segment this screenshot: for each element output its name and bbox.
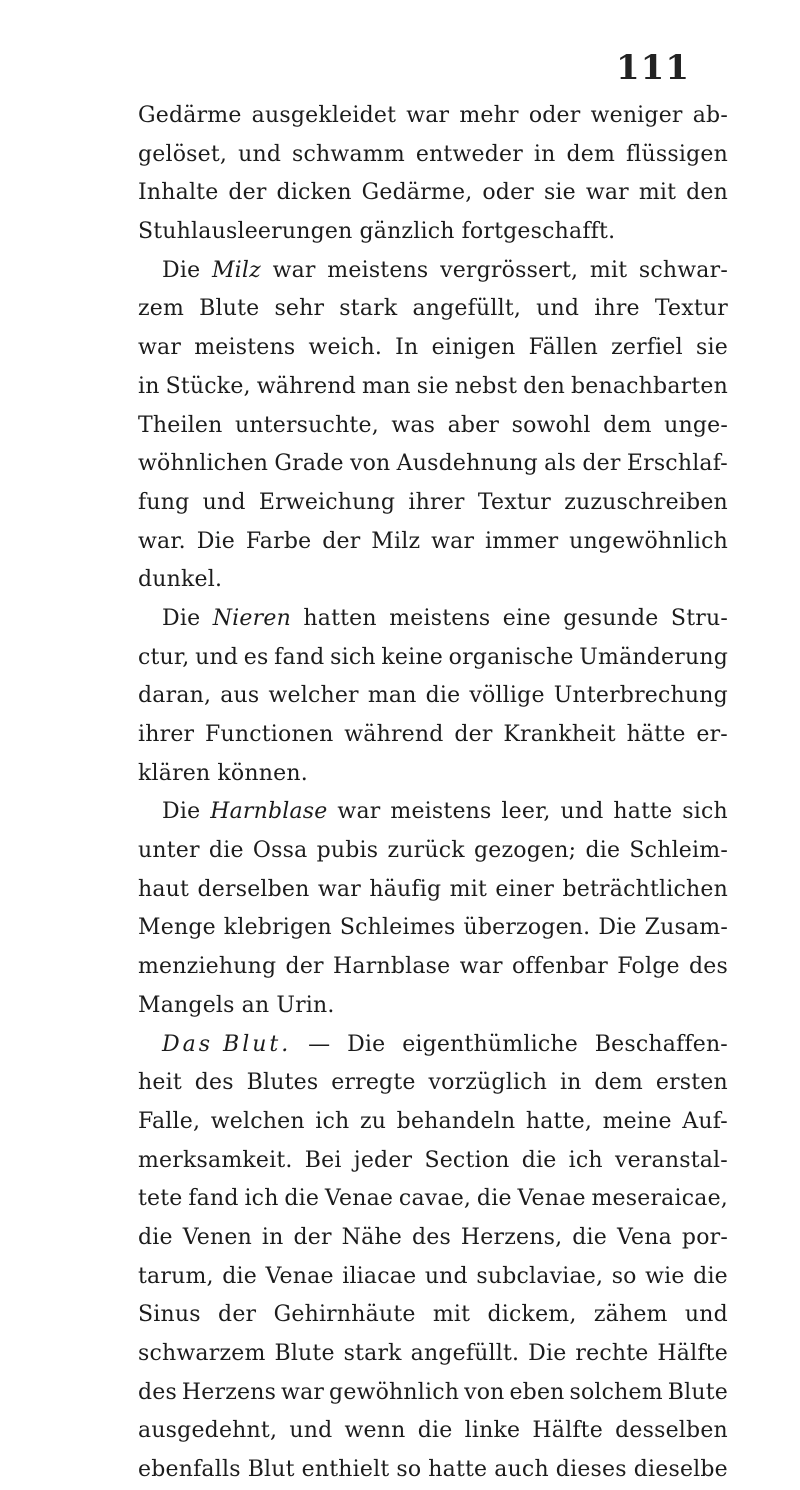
text-line (138, 639, 728, 678)
word: die (693, 1263, 728, 1289)
word: und (202, 489, 246, 515)
word: zähem (593, 1302, 668, 1328)
word: unter (138, 838, 200, 864)
word: dickem, (487, 1302, 577, 1328)
word: Stuhlausleerungen (138, 219, 353, 245)
text-line (138, 755, 728, 794)
word: Falle, (138, 1108, 201, 1134)
word: Die (598, 915, 637, 941)
word: iliacae (342, 1263, 417, 1289)
word: die (425, 683, 461, 709)
text-line (138, 600, 728, 639)
word: und (536, 296, 580, 322)
word: klären (138, 760, 211, 786)
word: des (138, 1379, 177, 1405)
word: erregte (331, 1070, 416, 1096)
word: tarum, (138, 1263, 214, 1289)
word: daran, (138, 683, 212, 709)
word: sich (682, 799, 728, 825)
word: dem (594, 1070, 643, 1096)
word: Blut (247, 1457, 295, 1483)
word: Die (162, 257, 201, 283)
word: wenn (344, 1418, 406, 1444)
word: hatte (428, 1457, 488, 1483)
text-line (138, 213, 728, 252)
word: Venae (517, 1186, 586, 1212)
word: merksamkeit. (138, 1147, 293, 1173)
word: Umänderung (579, 644, 728, 670)
word: solchem (569, 1379, 663, 1405)
word: fung (138, 489, 190, 515)
page-number: 111 (616, 48, 690, 88)
text-line (138, 252, 728, 291)
word: Functionen (205, 722, 334, 747)
text-line (138, 1064, 728, 1103)
word: gezogen; (474, 838, 577, 864)
word: sowohl (511, 412, 591, 438)
word: meine (602, 1108, 672, 1134)
word: Gedärme (138, 103, 242, 128)
word: cavae, (398, 1186, 472, 1212)
word: wöhnlichen (138, 451, 269, 477)
word: Blutes (246, 1070, 319, 1096)
word: ungewöhnlich (569, 528, 728, 554)
word: mit (638, 180, 677, 206)
word: schwar- (638, 257, 728, 283)
word: sie (696, 335, 728, 361)
word: heit (138, 1070, 182, 1096)
word: keine (381, 644, 443, 670)
text-line (138, 1374, 728, 1413)
word: beträchtlichen (562, 876, 728, 902)
word: mit (449, 876, 487, 902)
text-line (138, 329, 728, 368)
word: Die (528, 1341, 567, 1366)
word: Stru- (670, 605, 728, 631)
word: war (317, 876, 361, 902)
word: gelöset, (138, 141, 228, 167)
word: schwarzem (138, 1341, 266, 1366)
word: aus (220, 683, 260, 709)
word: der (218, 1302, 257, 1328)
word: meistens (389, 605, 491, 631)
word: offenbar (511, 954, 608, 980)
word: Blute (667, 1379, 728, 1405)
word: der (322, 528, 361, 554)
word: an (241, 992, 270, 1018)
word: so (396, 1457, 422, 1483)
word: klebrigen (223, 915, 332, 941)
word: organische (448, 644, 574, 670)
word: von (349, 451, 391, 477)
word: weich. (308, 335, 383, 361)
word: ebenfalls (138, 1457, 241, 1483)
word: aber (447, 412, 500, 438)
word: nebst (454, 373, 518, 399)
word: Sinus (138, 1302, 201, 1328)
word: der (454, 722, 493, 747)
word: sie (543, 180, 576, 206)
word: leer, (501, 799, 551, 825)
word: tete (138, 1186, 183, 1212)
word: eben (509, 1379, 565, 1405)
word: Bei (304, 1147, 342, 1173)
word: Gehirnhäute (273, 1302, 416, 1328)
text-line (138, 290, 728, 329)
word: und (238, 141, 282, 167)
word: Schleim- (629, 838, 728, 864)
word: und (560, 799, 604, 825)
word: des (194, 1070, 234, 1096)
text-line (138, 948, 728, 987)
word: Erschlaf- (626, 451, 728, 477)
word: in (559, 1070, 582, 1096)
word: Stücke, (165, 373, 251, 399)
word: der (228, 180, 267, 206)
word: Fällen (528, 335, 598, 361)
word: als (544, 451, 577, 477)
word: Gedärme, (361, 180, 473, 206)
word: hatten (303, 605, 377, 631)
text-line (138, 445, 728, 484)
word: Textur (654, 296, 728, 322)
word: sich (330, 644, 376, 670)
word: überzogen. (463, 915, 591, 941)
word: vergrössert, (440, 257, 579, 283)
word: zem (138, 296, 185, 322)
word: menziehung (138, 954, 277, 980)
word: Venen (182, 1224, 252, 1250)
word: Unterbrechung (553, 683, 728, 709)
word: behandeln (396, 1108, 516, 1134)
word: entweder (415, 141, 523, 167)
word: völlige (469, 683, 545, 709)
word: ich (244, 1186, 279, 1212)
text-line (138, 1412, 728, 1451)
word: ctur, (138, 644, 190, 670)
word: dicken (276, 180, 352, 206)
word: unge- (664, 412, 728, 438)
word: Nähe (341, 1224, 403, 1250)
word: mit (432, 1302, 471, 1328)
word: eigenthümliche (402, 1031, 578, 1057)
word: Ausdehnung (396, 451, 538, 477)
body-text (138, 97, 728, 1490)
word: Beschaffen- (594, 1031, 728, 1057)
word: mehr (459, 103, 519, 128)
word: von (464, 1379, 505, 1405)
word: Harnblase (210, 799, 328, 825)
text-line (138, 987, 728, 1026)
text-line (138, 368, 728, 407)
word: gänzlich (359, 219, 455, 245)
word: ausgedehnt, (138, 1418, 278, 1444)
word: zerfiel (611, 335, 683, 361)
word: meistens (327, 257, 429, 283)
word: war (337, 799, 381, 825)
word: fortgeschafft. (461, 219, 616, 245)
word: die (476, 1186, 512, 1212)
word: vorzüglich (428, 1070, 548, 1096)
word: haut (138, 876, 190, 902)
word: mit (589, 257, 628, 283)
word: dunkel. (138, 567, 223, 593)
word: Herzens (181, 1379, 277, 1405)
word: Blute (199, 296, 260, 322)
word: fand (274, 644, 325, 670)
text-line (138, 1103, 728, 1142)
word: der (293, 1224, 332, 1250)
text-line (138, 1026, 728, 1065)
word: Folge (617, 954, 680, 980)
word: derselben (197, 876, 310, 902)
word: ihrer (138, 722, 195, 747)
word: immer (485, 528, 559, 554)
word: während (344, 722, 444, 747)
text-line (138, 484, 728, 523)
word: zu (359, 1108, 387, 1134)
word: enthielt (301, 1457, 390, 1483)
word: dem (603, 412, 652, 438)
word: veranstal- (614, 1147, 728, 1173)
word: Herzens, (460, 1224, 563, 1250)
word: Die (196, 528, 235, 554)
text-line (138, 174, 728, 213)
word: war (281, 1379, 325, 1405)
word: die (585, 838, 621, 864)
word: ausgekleidet (251, 103, 397, 128)
word: Harnblase (333, 954, 451, 980)
word: der (285, 954, 324, 980)
word: Inhalte (138, 180, 219, 206)
word: welchen (210, 1108, 305, 1134)
word: Ossa (252, 838, 308, 864)
word: dieselbe (633, 1457, 728, 1483)
word: ersten (655, 1070, 728, 1096)
word: stark (343, 1341, 402, 1366)
word: Grade (274, 451, 344, 477)
word: einigen (431, 335, 516, 361)
word: meistens (390, 799, 492, 825)
text-line (138, 407, 728, 446)
word: Venae (265, 1263, 334, 1289)
text-line (138, 1258, 728, 1297)
word: hatte, (525, 1108, 593, 1134)
word: die (208, 838, 244, 864)
word: angefüllt. (410, 1341, 520, 1366)
word: hätte (626, 722, 686, 747)
word: der (582, 451, 621, 477)
word: In (395, 335, 419, 361)
word: ihrer (408, 489, 465, 515)
word: Blute (274, 1341, 335, 1366)
word: die (138, 1224, 173, 1250)
word: sehr (274, 296, 325, 322)
text-line (138, 1180, 728, 1219)
text-line (138, 1296, 728, 1335)
word: Das Blut. (162, 1031, 292, 1057)
text-line (138, 561, 728, 600)
word: Textur (477, 489, 551, 515)
word: oder (528, 103, 581, 128)
word: es (243, 644, 269, 670)
text-line (138, 832, 728, 871)
word: man (362, 373, 411, 399)
word: linke (464, 1418, 521, 1444)
word: Mangels (138, 992, 235, 1018)
word: auch (494, 1457, 549, 1483)
word: meseraicae, (591, 1186, 728, 1212)
word: war (431, 528, 475, 554)
word: während (256, 373, 357, 399)
word: gesunde (563, 605, 659, 631)
word: wie (645, 1263, 685, 1289)
word: er- (696, 722, 728, 747)
word: was (391, 412, 436, 438)
word: die (572, 1224, 608, 1250)
word: welcher (268, 683, 359, 709)
word: — (308, 1031, 331, 1057)
word: war (459, 954, 503, 980)
word: Section (424, 1147, 510, 1173)
text-line (138, 871, 728, 910)
word: können. (217, 760, 308, 786)
word: die (284, 1186, 320, 1212)
word: die (222, 1263, 257, 1289)
word: Schleimes (339, 915, 456, 941)
word: Theilen (138, 412, 223, 438)
word: war (272, 257, 316, 283)
word: Hälfte (657, 1341, 728, 1366)
word: pubis (316, 838, 379, 864)
word: des (411, 1224, 451, 1250)
word: so (611, 1263, 637, 1289)
text-line (138, 1142, 728, 1181)
word: war. (138, 528, 186, 554)
word: gewöhnlich (329, 1379, 460, 1405)
word: Milz (371, 528, 421, 554)
text-line (138, 1451, 728, 1490)
word: untersuchte, (234, 412, 379, 438)
word: sie (416, 373, 449, 399)
text-line (138, 909, 728, 948)
word: war (406, 103, 450, 128)
word: subclaviae, (476, 1263, 604, 1289)
word: angefüllt, (412, 296, 522, 322)
word: Auf- (682, 1108, 728, 1134)
word: meistens (194, 335, 296, 361)
word: weniger (590, 103, 683, 128)
word: dem (566, 141, 616, 167)
word: flüssigen (625, 141, 728, 167)
word: Zusam- (644, 915, 728, 941)
word: und (424, 1263, 468, 1289)
word: zurück (387, 838, 465, 864)
word: einer (495, 876, 555, 902)
word: ihre (594, 296, 640, 322)
word: Nieren (212, 605, 291, 631)
word: eine (502, 605, 551, 631)
word: Hälfte (532, 1418, 603, 1444)
text-line (138, 523, 728, 562)
text-line (138, 1219, 728, 1258)
word: Krankheit (503, 722, 616, 747)
word: und (289, 1418, 333, 1444)
word: benachbarten (570, 373, 728, 399)
word: hatte (613, 799, 673, 825)
word: Milz (211, 257, 261, 283)
word: por- (681, 1224, 728, 1250)
word: Urin. (276, 992, 335, 1018)
text-line (138, 97, 728, 136)
word: war (585, 180, 629, 206)
word: ab- (692, 103, 728, 128)
word: die (417, 1418, 453, 1444)
word: häufig (369, 876, 442, 902)
word: die (521, 1147, 557, 1173)
word: Die (162, 799, 201, 825)
word: Farbe (245, 528, 312, 554)
text-line (138, 716, 728, 755)
word: in (138, 373, 160, 399)
word: dieses (555, 1457, 627, 1483)
word: Die (162, 605, 201, 631)
word: war (138, 335, 182, 361)
word: desselben (615, 1418, 728, 1444)
word: ich (315, 1108, 350, 1134)
word: in (533, 141, 556, 167)
word: jeder (353, 1147, 413, 1173)
word: Vena (616, 1224, 672, 1250)
word: und (195, 644, 239, 670)
word: Erweichung (258, 489, 396, 515)
word: man (367, 683, 417, 709)
word: und (684, 1302, 728, 1328)
text-line (138, 793, 728, 832)
word: Menge (138, 915, 216, 941)
text-line (138, 136, 728, 175)
word: den (523, 373, 565, 399)
word: Die (347, 1031, 386, 1057)
word: schwamm (292, 141, 405, 167)
word: rechte (575, 1341, 649, 1366)
word: den (686, 180, 728, 206)
word: oder (482, 180, 535, 206)
word: ich (568, 1147, 603, 1173)
word: stark (339, 296, 398, 322)
word: Venae (324, 1186, 394, 1212)
word: zuzuschreiben (564, 489, 728, 515)
word: des (688, 954, 728, 980)
word: in (261, 1224, 284, 1250)
word: fand (188, 1186, 239, 1212)
text-line (138, 677, 728, 716)
